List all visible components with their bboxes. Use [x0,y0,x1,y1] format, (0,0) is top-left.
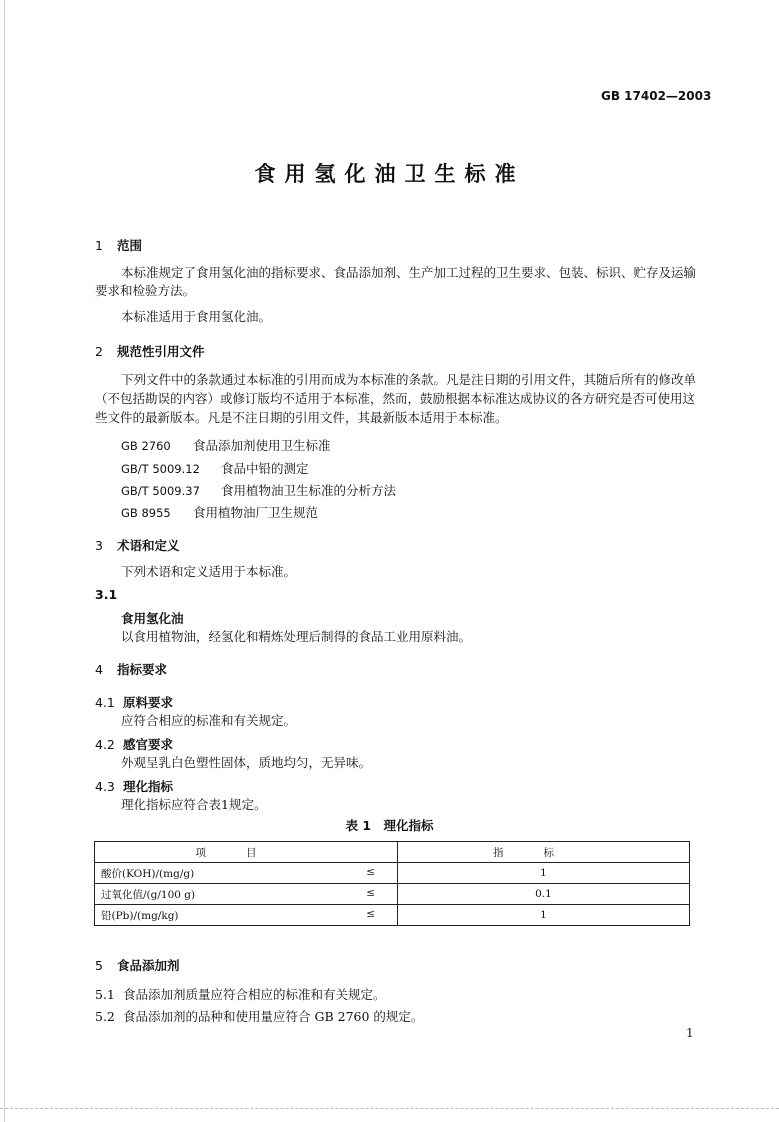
section-3-paragraph-1: 下列术语和定义适用于本标准。 [121,564,297,579]
section-4-1-text: 应符合相应的标准和有关规定。 [121,713,297,728]
section-4-3-heading: 4.3 理化指标 [95,779,174,794]
section-4-3-text: 理化指标应符合表1规定。 [121,797,267,812]
table-row [95,884,690,905]
scan-edge-bottom [0,1108,779,1109]
section-2-heading: 2 规范性引用文件 [95,344,205,359]
less-equal-sign: ≤ [366,908,375,920]
table-cell-value: 1 [398,905,690,926]
table-cell-value: 1 [398,863,690,884]
table-cell-item: 铅(Pb)/(mg/kg) ≤ [95,905,398,926]
less-equal-sign: ≤ [366,887,375,899]
term-heading: 食用氢化油 [121,611,184,626]
document-title: 食用氢化油卫生标准 [254,162,525,186]
reference-item: GB 8955 食用植物油厂卫生规范 [121,505,319,520]
section-3-1-number: 3.1 [95,587,118,602]
section-5-2: 5.2 食品添加剂的品种和使用量应符合 GB 2760 的规定。 [95,1009,424,1024]
table-cell-item: 过氧化值/(g/100 g) ≤ [95,884,398,905]
table-header-row [95,842,690,863]
term-definition: 以食用植物油，经氢化和精炼处理后制得的食品工业用原料油。 [121,629,472,644]
table-row [95,863,690,884]
section-1-paragraph-2: 本标准适用于食用氢化油。 [121,309,272,324]
reference-item: GB/T 5009.37 食用植物油卫生标准的分析方法 [121,483,397,498]
section-4-1-heading: 4.1 原料要求 [95,695,174,710]
table-cell-value: 0.1 [398,884,690,905]
section-3-heading: 3 术语和定义 [95,538,180,553]
reference-item: GB 2760 食品添加剂使用卫生标准 [121,438,331,453]
less-equal-sign: ≤ [366,866,375,878]
table-caption: 表 1 理化指标 [345,818,434,833]
section-5-heading: 5 食品添加剂 [95,958,180,973]
spec-table [94,841,690,926]
table-row [95,905,690,926]
table-cell-item: 酸价(KOH)/(mg/g) ≤ [95,863,398,884]
section-5-1: 5.1 食品添加剂质量应符合相应的标准和有关规定。 [95,987,386,1002]
section-4-heading: 4 指标要求 [95,662,168,677]
section-1-heading: 1 范围 [95,238,143,253]
section-4-2-text: 外观呈乳白色塑性固体，质地均匀，无异味。 [121,755,372,770]
column-header-value: 指标 [398,842,690,863]
column-header-item: 项目 [95,842,398,863]
standard-number: GB 17402—2003 [601,89,712,103]
section-4-2-heading: 4.2 感官要求 [95,737,174,752]
page-number: 1 [686,1026,694,1040]
section-1-paragraph-1: 本标准规定了食用氢化油的指标要求、食品添加剂、生产加工过程的卫生要求、包装、标识、贮存及运输要求和检验方法。 [95,265,697,298]
reference-item: GB/T 5009.12 食品中铅的测定 [121,461,309,476]
section-2-paragraph-1: 下列文件中的条款通过本标准的引用而成为本标准的条款。凡是注日期的引用文件，其随后所有的修改单（不包括勘误的内容）或修订版均不适用于本标准，然而，鼓励根据本标准达成协议的各方研究是否可使用这些文件的最新版本。凡是不注日期的引用文件，其最新版本适用于本标准。 [95,372,697,425]
